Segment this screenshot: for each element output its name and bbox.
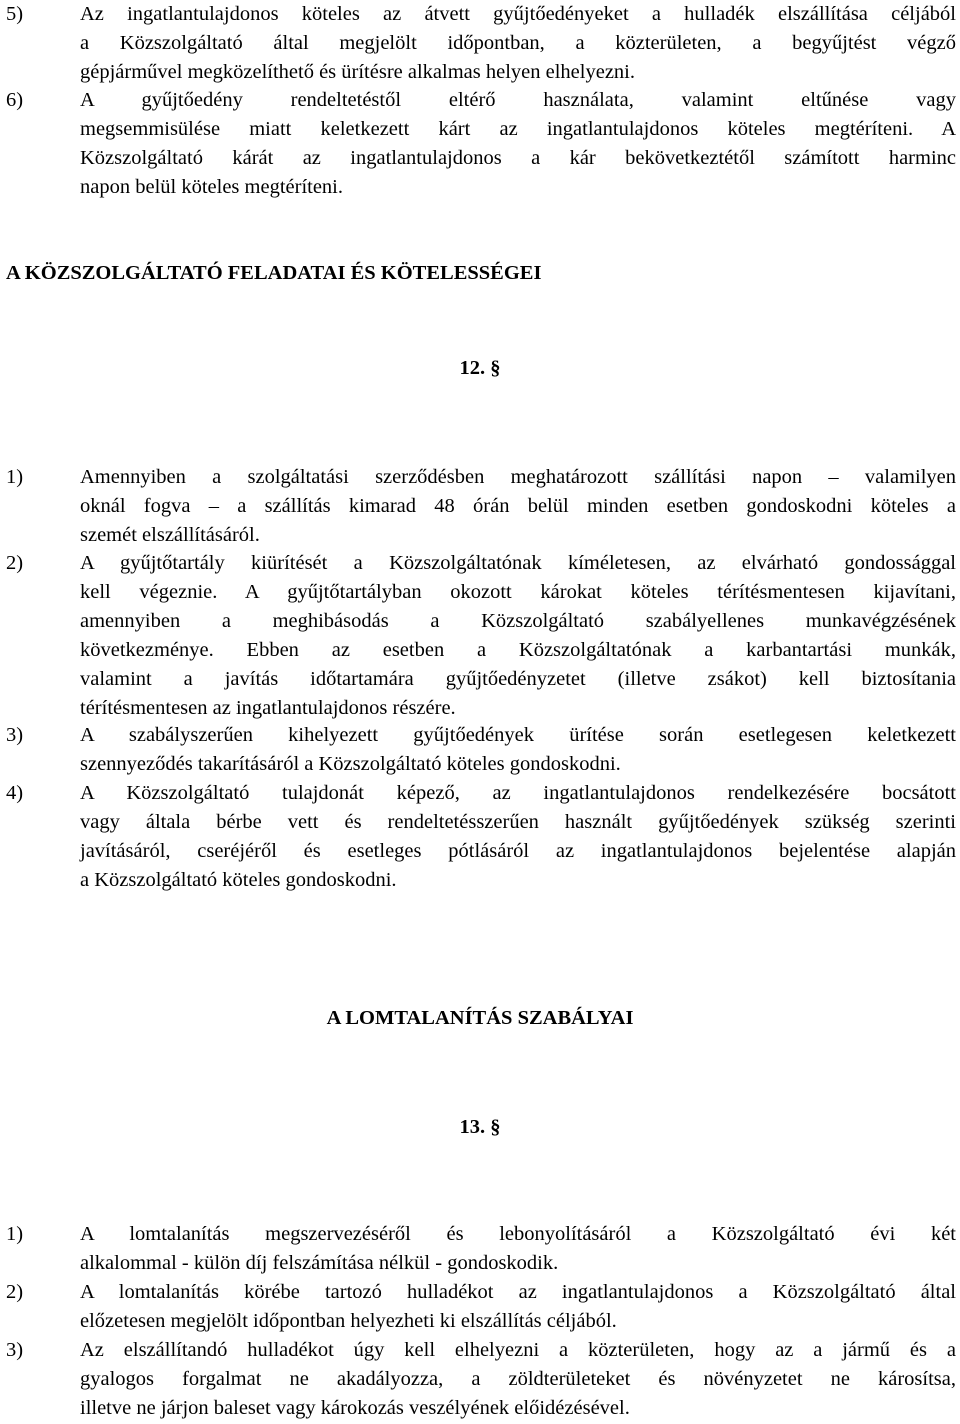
item-text [80, 779, 956, 895]
text-line: valamint a javítás időtartamára gyűjtőedényzetet (illetve zsákot) kell biztosítania [80, 668, 956, 690]
item-number: 3) [6, 1339, 24, 1361]
item-text [80, 1336, 956, 1423]
item-number: 2) [6, 552, 24, 574]
text-line: térítésmentesen az ingatlantulajdonos részére. [80, 697, 456, 719]
text-line: gépjárművel megközelíthető és ürítésre alkalmas helyen elhelyezni. [80, 61, 635, 83]
text-line: a Közszolgáltató köteles gondoskodni. [80, 869, 397, 891]
text-line: amennyiben a meghibásodás a Közszolgáltató szabályellenes munkavégzésének [80, 610, 956, 632]
text-line: Az ingatlantulajdonos köteles az átvett gyűjtőedényeket a hulladék elszállítása céljából [80, 3, 956, 25]
item-text [80, 0, 956, 87]
item-number: 1) [6, 466, 24, 488]
item-text [80, 1220, 956, 1278]
item-number: 6) [6, 89, 24, 111]
text-line: oknál fogva – a szállítás kimarad 48 órán belül minden esetben gondoskodni köteles a [80, 495, 956, 517]
text-line: illetve ne járjon baleset vagy károkozás veszélyének előidézésével. [80, 1397, 630, 1419]
text-line: vagy általa bérbe vett és rendeltetésszerűen használt gyűjtőedények szükség szerinti [80, 811, 956, 833]
text-line: gyalogos forgalmat ne akadályozza, a zöldterületeket és növényzetet ne károsítsa, [80, 1368, 956, 1390]
text-line: napon belül köteles megtéríteni. [80, 176, 344, 198]
text-line: szennyeződés takarításáról a Közszolgáltató köteles gondoskodni. [80, 753, 621, 775]
text-line: a Közszolgáltató által megjelölt időpontban, a közterületen, a begyűjtést végző [80, 32, 956, 54]
text-line: A lomtalanítás körébe tartozó hulladékot az ingatlantulajdonos a Közszolgáltató által [80, 1281, 956, 1303]
text-line: kell végeznie. A gyűjtőtartályban okozott károkat köteles térítésmentesen kijavítani, [80, 581, 956, 603]
text-line: Közszolgáltató kárát az ingatlantulajdonos a kár bekövetkeztétől számított harminc [80, 147, 956, 169]
item-text [80, 86, 956, 202]
item-number: 3) [6, 724, 24, 746]
text-line: következménye. Ebben az esetben a Közszolgáltatónak a karbantartási munkák, [80, 639, 956, 661]
item-text [80, 549, 956, 723]
item-text [80, 463, 956, 550]
text-line: előzetesen megjelölt időpontban helyezheti ki elszállítás céljából. [80, 1310, 617, 1332]
item-number: 1) [6, 1223, 24, 1245]
item-number: 4) [6, 782, 24, 804]
text-line: A gyűjtőedény rendeltetéstől eltérő használata, valamint eltűnése vagy [80, 89, 956, 111]
paragraph-number: 12. § [459, 357, 501, 379]
item-number: 5) [6, 3, 24, 25]
text-line: Az elszállítandó hulladékot úgy kell elhelyezni a közterületen, hogy az a jármű és a [80, 1339, 956, 1361]
section-heading: A LOMTALANÍTÁS SZABÁLYAI [326, 1007, 634, 1029]
text-line: A szabályszerűen kihelyezett gyűjtőedények ürítése során esetlegesen keletkezett [80, 724, 956, 746]
item-text [80, 1278, 956, 1336]
text-line: A gyűjtőtartály kiürítését a Közszolgáltatónak kíméletesen, az elvárható gondossággal [80, 552, 956, 574]
text-line: szemét elszállításáról. [80, 524, 260, 546]
text-line: megsemmisülése miatt keletkezett kárt az ingatlantulajdonos köteles megtéríteni. A [80, 118, 956, 140]
text-line: Amennyiben a szolgáltatási szerződésben meghatározott szállítási napon – valamilyen [80, 466, 956, 488]
section-heading: A KÖZSZOLGÁLTATÓ FELADATAI ÉS KÖTELESSÉGEI [6, 262, 542, 284]
text-line: javításáról, cseréjéről és esetleges pótlásáról az ingatlantulajdonos bejelentése alapján [80, 840, 956, 862]
item-text [80, 721, 956, 779]
paragraph-number: 13. § [459, 1116, 501, 1138]
text-line: alkalommal - külön díj felszámítása nélkül - gondoskodik. [80, 1252, 559, 1274]
item-number: 2) [6, 1281, 24, 1303]
text-line: A lomtalanítás megszervezéséről és lebonyolításáról a Közszolgáltató évi két [80, 1223, 956, 1245]
text-line: A Közszolgáltató tulajdonát képező, az ingatlantulajdonos rendelkezésére bocsátott [80, 782, 956, 804]
